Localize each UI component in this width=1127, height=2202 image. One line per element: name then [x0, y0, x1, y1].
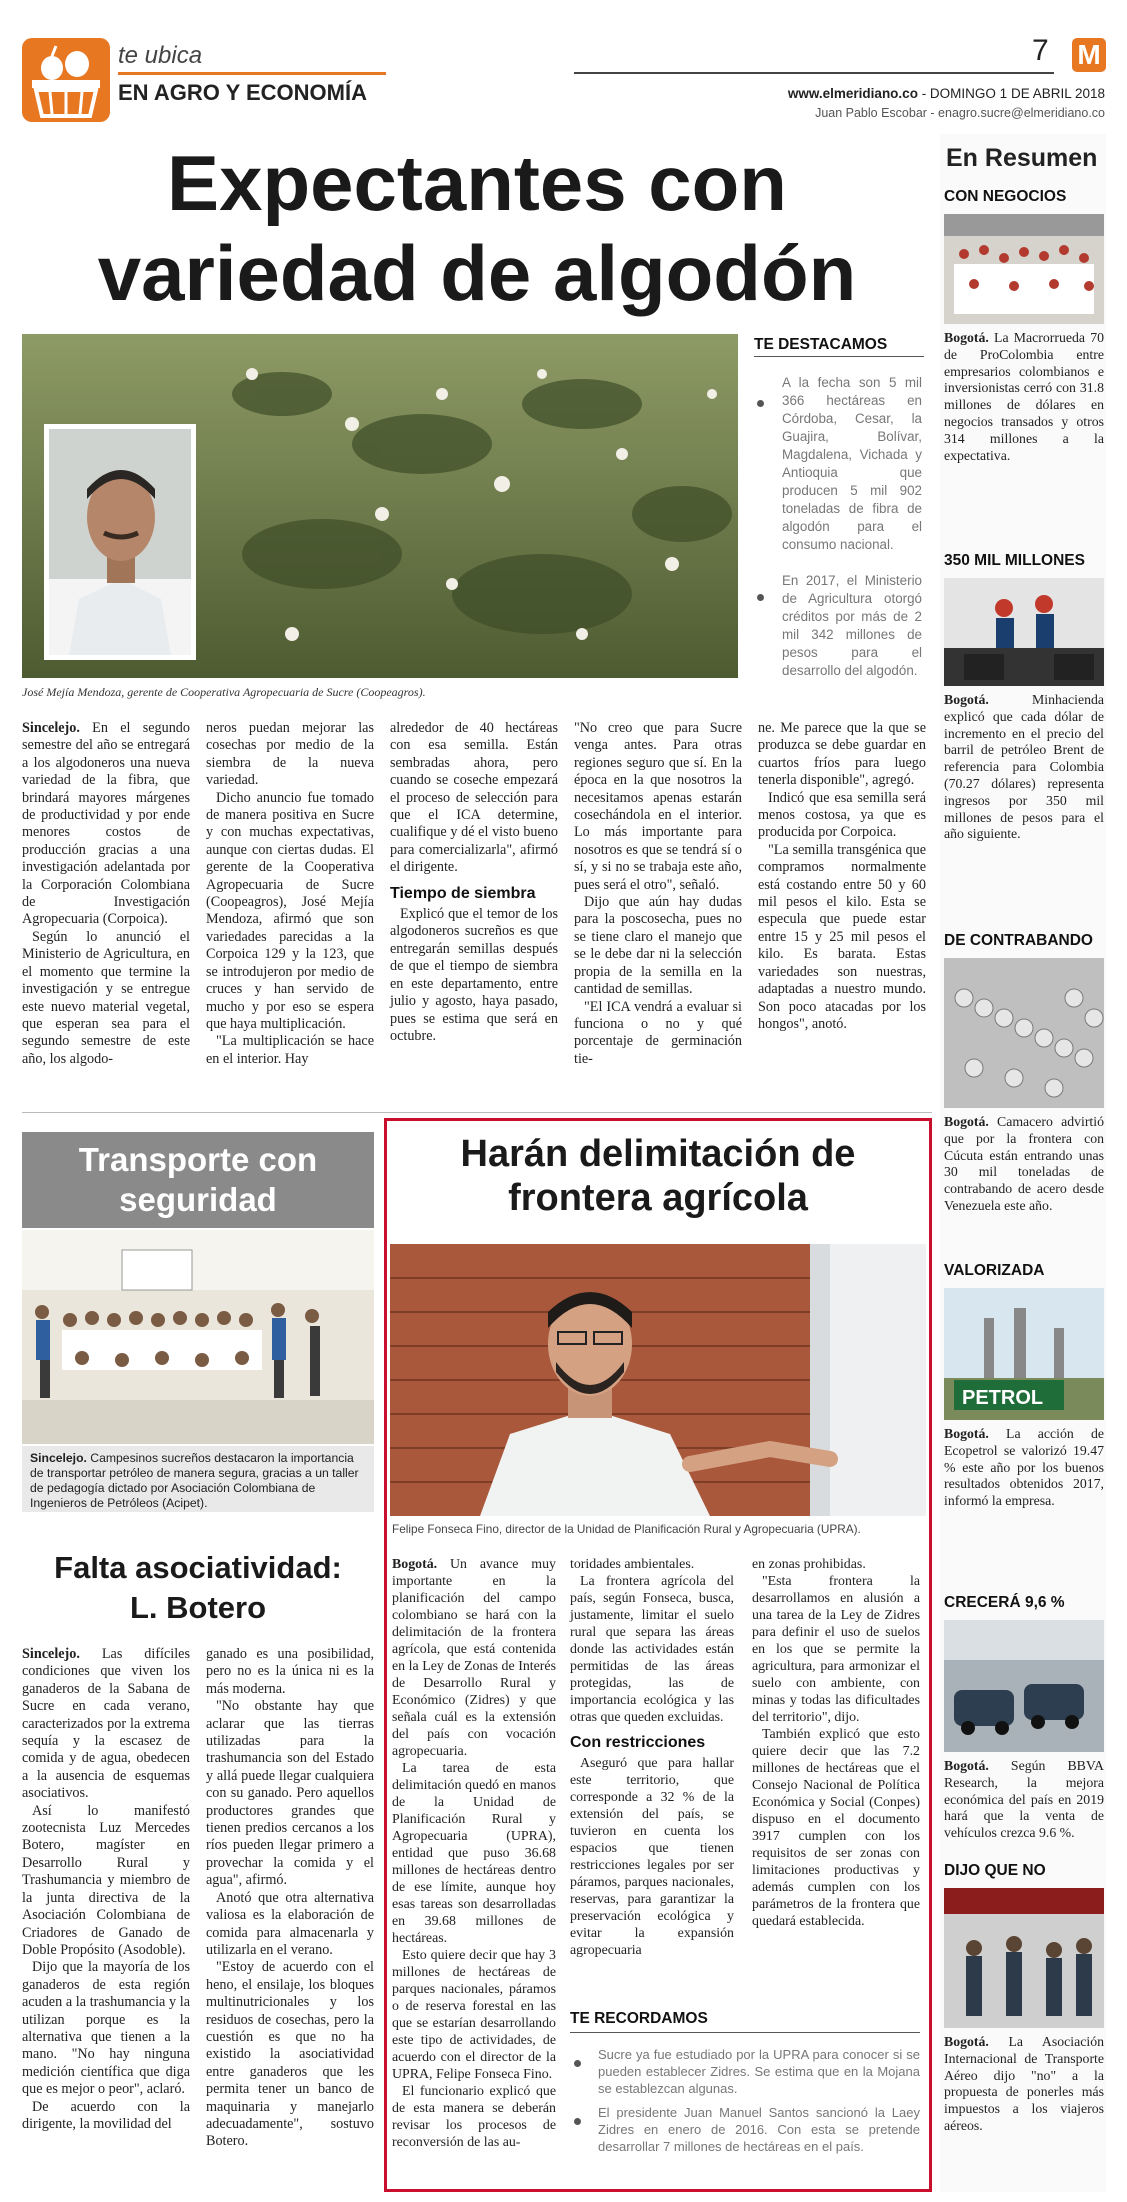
resumen-item-lead: Bogotá.: [944, 1758, 989, 1773]
portrait-photo: [44, 424, 196, 660]
page-number: 7: [1032, 34, 1049, 67]
main-col4-p3: "El ICA vendrá a evaluar si funciona o no y qué porcentaje de germinación tie-: [574, 998, 742, 1067]
resumen-item-lead: Bogotá.: [944, 1426, 989, 1441]
section-big-label: EN AGRO Y ECONOMÍA: [118, 80, 367, 105]
main-col-1: [22, 720, 190, 1068]
transporte-photo: [22, 1230, 374, 1444]
destacamos-title: TE DESTACAMOS: [754, 336, 888, 353]
destacamos-item-1: A la fecha son 5 mil 366 hectáreas en Córdoba, Cesar, la Guajira, Bolívar, Magdalena, Vichada y Antioquia que producen 5 mil 902 toneladas de fibra de algodón para el consumo nacional.: [782, 375, 922, 552]
destacamos-item-2: En 2017, el Ministerio de Agricultura otorgó créditos por más de 2 mil 342 millones de pesos para el desarrollo del algodón.: [782, 573, 922, 678]
resumen-item-head: CON NEGOCIOS: [944, 188, 1067, 205]
dateline: [788, 86, 1105, 101]
section-small-label: te ubica: [118, 42, 203, 69]
botero-title-line1: Falta asociatividad:: [54, 1550, 342, 1585]
resumen-item-lead: Bogotá.: [944, 2034, 989, 2049]
main-col1-lead: Sincelejo.: [22, 720, 80, 736]
resumen-item-body: La Macrorrueda 70 de ProColombia entre empresarios colombianos e inversionistas cerró con 31.8 millones de dólares en negocios transados y otros 314 millones a la expectativa.: [944, 330, 1104, 463]
resumen-item-text: [944, 1426, 1104, 1562]
main-headline-line1: Expectantes con: [167, 139, 787, 227]
transporte-caption: [22, 1446, 374, 1512]
resumen-item-text: [944, 1758, 1104, 1870]
transporte-title-line2: seguridad: [119, 1181, 277, 1218]
destacamos-rule: [754, 356, 924, 357]
meridiano-logo: [1072, 38, 1106, 72]
frontera-headline: [390, 1132, 926, 1220]
dateline-site: www.elmeridiano.co: [787, 86, 918, 101]
frontera-col1-p1: Un avance muy importante en la planificación del campo colombiano se hará con la delimitación de la frontera agrícola, que está contenida en la Ley de Zonas de Interés de Desarrollo Rural y Económico (Zidres) y que señala cuál es la extensión del país con vocación agropecuaria.: [392, 1557, 556, 1759]
resumen-item-body: La acción de Ecopetrol se valorizó 19.47 % este año por los buenos resultados obtenidos 2017, informó la empresa.: [944, 1426, 1104, 1509]
resumen-item-lead: Bogotá.: [944, 1114, 989, 1129]
botero-col2-p2: "No obstante hay que aclarar que las tierras utilizadas para la trashumancia son del Estado y allá puede llegar cualquiera con su ganado. Pero aquellos productores grandes que tienen predios cercanos a los ríos pueden llegar primero a provechar la comida y el agua", afirmó.: [206, 1698, 374, 1889]
recordamos-title: TE RECORDAMOS: [570, 2010, 708, 2027]
resumen-item-body: Minhacienda explicó que cada dólar de incremento en el precio del barril de petróleo Brent de referencia para Colombia (70.27 dólares) representa ingresos por 350 mil millones de pesos para el año siguiente.: [944, 692, 1104, 842]
section-logo: [22, 38, 110, 122]
resumen-item-head: CRECERÁ 9,6 %: [944, 1594, 1065, 1611]
resumen-item-text: [944, 1114, 1104, 1254]
transporte-title-line1: Transporte con: [78, 1141, 318, 1178]
frontera-col2-p1: toridades ambientales.: [570, 1557, 695, 1572]
section-underline: [118, 72, 386, 75]
botero-col2-p4: "Estoy de acuerdo con el heno, el ensilaje, los bloques multinutricionales y los residuos de cosechas, pero la cuestión es que no ha existido la asociatividad entre ganaderos que les permita tener un banco de maquinaria y manejarlo adecuadamente", sostuvo Botero.: [206, 1959, 374, 2150]
resumen-item-text: [944, 692, 1104, 868]
frontera-col-3: [752, 1556, 920, 1930]
byline: Juan Pablo Escobar - enagro.sucre@elmeridiano.co: [815, 106, 1105, 120]
frontera-col1-p4: El funcionario explicó que de esta manera se deberán revisar los procesos de reconversión de las au-: [392, 2084, 556, 2150]
destacamos-bullet-2: [757, 594, 764, 601]
frontera-col2-subhead: Con restricciones: [570, 1734, 706, 1751]
frontera-col2-p2: La frontera agrícola del país, según Fonseca, busca, justamente, limitar el suelo rural que separa las áreas donde las actividades están permitidas de las áreas protegidas, las de importancia ecológica y las otras que queden excluidas.: [570, 1574, 734, 1725]
main-col3-p1: alrededor de 40 hectáreas con esa semilla. Están sembradas ahora, pero cuando se coseche empezará el proceso de selección para que el ICA determine, cualifique y dé el visto bueno para comercializarla", afirmó el dirigente.: [390, 720, 558, 876]
main-col5-p3: "La semilla transgénica que compramos normalmente está costando entre 50 y 60 mil pesos el kilo. Esta se especula que puede estar entre 15 y 25 mil pesos el kilo. Es barata. Estas variedades son nuestras, adaptadas a nuestro mundo. Son poco atacadas por los hongos", anotó.: [758, 841, 926, 1032]
main-col1-p2: Según lo anunció el Ministerio de Agricultura, en el momento que termine la investigación y se entregue este nuevo material vegetal, que esperan sea para el segundo semestre de este año, los algodo-: [22, 928, 190, 1067]
frontera-title-line2: frontera agrícola: [508, 1177, 808, 1219]
logo-letter: M: [1077, 39, 1101, 70]
main-photo-caption: José Mejía Mendoza, gerente de Cooperativa Agropecuaria de Sucre (Coopeagros).: [22, 685, 426, 699]
botero-col-2: [206, 1646, 374, 2151]
main-col-4: [574, 720, 742, 1068]
main-col2-p1: neros puedan mejorar las cosechas por medio de la siembra de la nueva variedad.: [206, 720, 374, 789]
resumen-item-photo: [944, 1620, 1104, 1752]
frontera-col3-p1: en zonas prohibidas.: [752, 1557, 866, 1572]
recordamos-bullet-2: [574, 2118, 581, 2125]
resumen-item-body: Según BBVA Research, la mejora económica del país en 2019 hará que la venta de vehículos crezca 9.6 %.: [944, 1758, 1104, 1841]
resumen-item-photo: [944, 958, 1104, 1108]
main-col3-p2: Explicó que el temor de los algodoneros sucreños es que entregarán semillas después de que el tiempo de siembra en este departamento, entre julio y agosto, haya pasado, pues se estima que será en octubre.: [390, 906, 558, 1044]
recordamos-bullet-1: [574, 2060, 581, 2067]
botero-col-1: [22, 1646, 190, 2133]
botero-col1-p4: De acuerdo con la dirigente, la movilidad del: [22, 2098, 190, 2132]
resumen-item-head: DE CONTRABANDO: [944, 932, 1093, 949]
frontera-col1-p3: Esto quiere decir que hay 3 millones de hectáreas de parques nacionales, páramos o de reserva forestal en las que se estarían desarrollando este tipo de actividades, de acuerdo con el director de la UPRA, Felipe Fonseca Fino.: [392, 1948, 556, 2082]
dateline-date: - DOMINGO 1 DE ABRIL 2018: [917, 86, 1105, 101]
resumen-item-photo: [944, 1288, 1104, 1420]
frontera-col1-p2: La tarea de esta delimitación quedó en manos de la Unidad de Planificación Rural y Agropecuaria (UPRA), entidad que puso 36.68 millones de hectáreas dentro de ese límite, aunque hoy esas tareas son desarrolladas en 39.68 millones de hectáreas.: [392, 1761, 556, 1946]
resumen-item-body: Camacero advirtió que por la frontera con Cúcuta están entrando unas 30 mil toneladas de contrabando de acero desde Venezuela este año.: [944, 1114, 1104, 1213]
frontera-col3-p3: También explicó que esto quiere decir que las 7.2 millones de hectáreas que el Consejo Nacional de Política Económica y Social (Conpes) dispuso en el documento 3917 cumplen con los requisitos de ser zonas con limitaciones productivas y además cumplen con los parámetros de la frontera que quedará establecida.: [752, 1727, 920, 1929]
section-divider: [22, 1112, 932, 1113]
frontera-title-line1: Harán delimitación de: [460, 1133, 856, 1175]
main-col4-p2: Dijo que aún hay dudas para la poscosecha, pues no se tiene claro el manejo que se le debe dar ni la selección propia de la semilla en la cantidad de semillas.: [574, 894, 742, 998]
resumen-item-photo: [944, 1888, 1104, 2028]
frontera-col2-p3: Aseguró que para hallar este territorio, que corresponde a 32 % de la extensión del país, se tuvieron en cuenta los espacios que tienen restricciones legales por ser páramos, parques nacionales, reservas, para garantizar la preservación ecológica y evitar la expansión agropecuaria: [570, 1756, 734, 1958]
resumen-item-lead: Bogotá.: [944, 330, 989, 345]
botero-title-line2: L. Botero: [129, 1590, 267, 1625]
resumen-item-head: 350 MIL MILLONES: [944, 552, 1085, 569]
botero-col1-p3: Dijo que la mayoría de los ganaderos de esta región acuden a la trashumancia y la utilizan porque es la alternativa que tienen a la mano. "No hay ninguna medición científica que diga que es mejor o peor", aclaró.: [22, 1959, 190, 2098]
botero-col1-lead: Sincelejo.: [22, 1646, 80, 1662]
main-col5-p1: ne. Me parece que la que se produzca se debe guardar en cuartos fríos para luego tenerla disponible", agregó.: [758, 720, 926, 789]
main-headline-line2: variedad de algodón: [97, 229, 857, 317]
botero-col2-p1: ganado es una posibilidad, pero no es la única ni es la más moderna.: [206, 1646, 374, 1697]
petrol-sign: PETROL: [962, 1387, 1044, 1409]
header-rule: [574, 72, 1054, 74]
main-col-2: [206, 720, 374, 1068]
frontera-photo: [390, 1244, 926, 1516]
transporte-caption-text: Campesinos sucreños destacaron la importancia de transportar petróleo de manera segura, gracias a un taller de pedagogía dictado por Asociación Colombiana de Ingenieros de Petróleos (Acipet).: [30, 1451, 359, 1510]
main-col1-p1: En el segundo semestre del año se entregará a los algodoneros una nueva variedad de la fibra, que brindará mayores márgenes de productividad y por ende menores costos de producción gracias a una investigación adelantada por la Corporación Colombiana de Investigación Agropecuaria (Corpoica).: [22, 720, 190, 928]
resumen-item-text: [944, 2034, 1104, 2184]
main-col3-subhead: Tiempo de siembra: [390, 884, 536, 902]
resumen-item-head: VALORIZADA: [944, 1262, 1045, 1279]
frontera-col1-lead: Bogotá.: [392, 1557, 438, 1572]
transporte-caption-lead: Sincelejo.: [30, 1451, 87, 1465]
recordamos-rule: [570, 2032, 920, 2033]
frontera-col-2: [570, 1556, 734, 1959]
frontera-col3-p2: "Esta frontera la desarrollamos en alusión a una tarea de la Ley de Zidres para definir el uso de suelos en los que se permite la agricultura, para armonizar el suelo con ambiente, con minas y todas las dificultades del territorio", dijo.: [752, 1574, 920, 1725]
recordamos-item-1: Sucre ya fue estudiado por la UPRA para conocer si se pueden establecer Zidres. Se estima que en la Mojana se establezcan algunas.: [598, 2047, 920, 2096]
recordamos-item-2: El presidente Juan Manuel Santos sancionó la Laey Zidres en enero de 2016. Con esta se pretende desarrollar 7 millones de hectáreas en el país.: [598, 2105, 920, 2154]
transporte-banner: [22, 1132, 374, 1228]
resumen-item-lead: Bogotá.: [944, 692, 989, 707]
main-col-5: [758, 720, 926, 1033]
main-col-3: [390, 720, 558, 1045]
main-col4-p1: "No creo que para Sucre venga antes. Para otras regiones seguro que sí. En la época en la que nosotros la necesitamos apenas estarán cosechándola en el interior. Lo más importante para nosotros es que se tendrá sí o sí, y si no se trabaja este año, pues será el otro", señaló.: [574, 720, 742, 893]
main-col5-p2: Indicó que esa semilla será menos costosa, ya que es producida por Corpoica.: [758, 789, 926, 841]
basket-icon: [22, 38, 110, 122]
resumen-item-photo: [944, 578, 1104, 686]
main-col2-p2: Dicho anuncio fue tomado de manera positiva en Sucre y con muchas expectativas, aunque con ciertas dudas. El gerente de la Cooperativa Agropecuaria de Sucre (Coopeagros), José Mejía Mendoza, afirmó que son variedades parecidas a la Corpoica 129 y la 123, que se introdujeron por medio de cruces y han servido de mucho y por eso se espera que haya multiplicación.: [206, 789, 374, 1032]
resumen-item-body: La Asociación Internacional de Transporte Aéreo dijo "no" a la propuesta de ponerles más impuestos a los viajeros aéreos.: [944, 2034, 1104, 2133]
destacamos-bullet-1: [757, 400, 764, 407]
frontera-photo-caption: Felipe Fonseca Fino, director de la Unidad de Planificación Rural y Agropecuaria (UPRA).: [392, 1522, 861, 1536]
resumen-item-text: [944, 330, 1104, 490]
botero-headline: [22, 1548, 374, 1628]
botero-col1-p1: Las difíciles condiciones que viven los ganaderos de la Sabana de Sucre en cada verano, caracterizados por la extrema sequía y la escasez de comida y de agua, obedecen a la ausencia de esquemas asociativos.: [22, 1646, 190, 1802]
main-col2-p3: "La multiplicación se hace en el interior. Hay: [206, 1033, 374, 1067]
frontera-col-1: [392, 1556, 556, 2151]
resumen-item-head: DIJO QUE NO: [944, 1862, 1046, 1879]
botero-col2-p3: Anotó que otra alternativa valiosa es la elaboración de comida para almacenarla y utilizarla en el verano.: [206, 1889, 374, 1958]
resumen-title: En Resumen: [946, 144, 1098, 172]
resumen-item-photo: [944, 214, 1104, 324]
botero-col1-p2: Así lo manifestó zootecnista Luz Mercedes Botero, magíster en Desarrollo Rural y Trashumancia y miembro de la junta directiva de la Asociación Colombiana de Criadores de Ganado de Doble Propósito (Asodoble).: [22, 1802, 190, 1958]
